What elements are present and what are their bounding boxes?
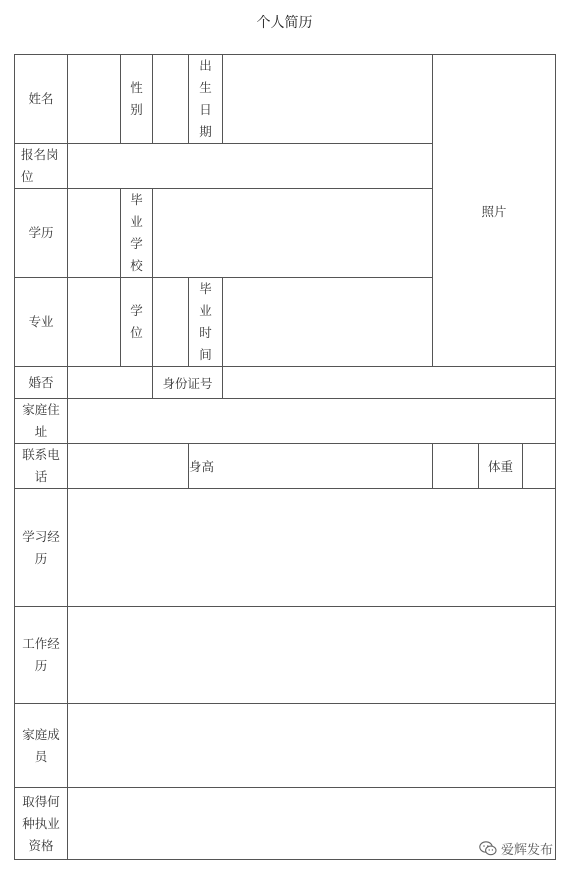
work-history-label [15, 607, 68, 704]
birth-date-label-text: 出生日期 [199, 58, 212, 139]
birth-date-field[interactable] [223, 55, 433, 144]
id-number-field[interactable] [223, 367, 556, 399]
height-label: 身高 [189, 444, 433, 489]
id-number-label: 身份证号 [153, 367, 223, 399]
work-history-field[interactable] [68, 607, 556, 704]
certificates-label-text: 取得何种执业资格 [22, 793, 60, 853]
graduation-time-label [189, 278, 223, 367]
position-label-text: 报名岗位 [21, 147, 59, 184]
watermark-text: 爱辉发布 [500, 843, 553, 858]
weight-label: 体重 [479, 444, 523, 489]
address-label [15, 399, 68, 444]
major-label: 专业 [15, 278, 68, 367]
education-field[interactable] [68, 189, 121, 278]
page-title: 个人简历 [256, 15, 313, 31]
resume-table [14, 54, 556, 860]
gender-label [121, 55, 153, 144]
phone-label-text: 联系电话 [22, 447, 60, 484]
gender-label-text: 性别 [130, 80, 143, 117]
family-label-text: 家庭成员 [22, 726, 60, 764]
graduation-time-label-text: 毕业时间 [199, 281, 212, 362]
degree-label [121, 278, 153, 367]
name-label: 姓名 [15, 55, 68, 144]
birth-date-label [189, 55, 223, 144]
photo-cell[interactable] [433, 55, 556, 367]
study-history-label [15, 489, 68, 607]
education-label: 学历 [15, 189, 68, 278]
phone-field[interactable] [68, 444, 189, 489]
address-field[interactable] [68, 399, 556, 444]
gender-field[interactable] [153, 55, 189, 144]
study-history-field[interactable] [68, 489, 556, 607]
phone-label [15, 444, 68, 489]
photo-label: 照片 [481, 203, 507, 219]
degree-label-text: 学位 [130, 303, 143, 340]
height-field[interactable] [433, 444, 479, 489]
school-label [121, 189, 153, 278]
marital-label: 婚否 [15, 367, 68, 399]
certificates-label [15, 788, 68, 860]
degree-field[interactable] [153, 278, 189, 367]
school-label-text: 毕业学校 [130, 192, 143, 273]
name-field[interactable] [68, 55, 121, 144]
family-label [15, 704, 68, 788]
marital-field[interactable] [68, 367, 153, 399]
position-label [15, 144, 68, 189]
address-label-text: 家庭住址 [22, 402, 60, 439]
study-history-label-text: 学习经历 [22, 528, 60, 566]
school-field[interactable] [153, 189, 433, 278]
watermark [479, 839, 553, 858]
weight-field[interactable] [523, 444, 556, 489]
position-field[interactable] [68, 144, 433, 189]
work-history-label-text: 工作经历 [22, 636, 60, 673]
family-field[interactable] [68, 704, 556, 788]
graduation-time-field[interactable] [223, 278, 433, 367]
major-field[interactable] [68, 278, 121, 367]
wechat-icon [479, 841, 497, 856]
